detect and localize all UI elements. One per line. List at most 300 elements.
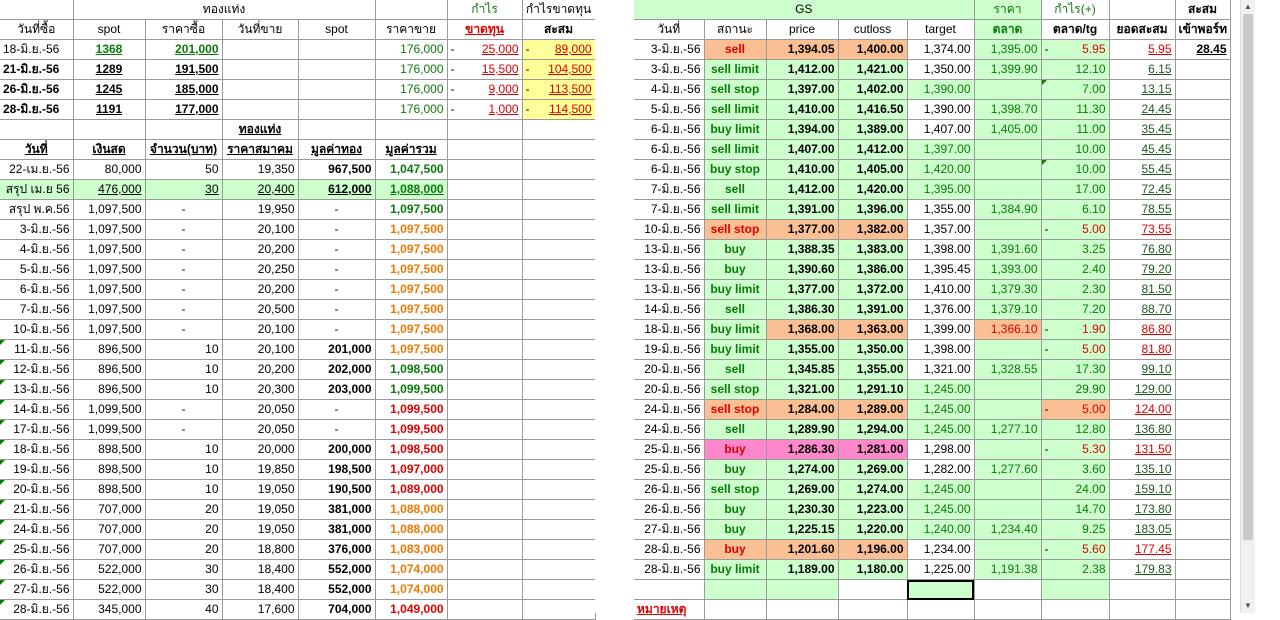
ledger-total[interactable]: 1,049,000 — [375, 600, 447, 620]
header-cutloss[interactable]: cutloss — [838, 20, 907, 40]
gs-accum[interactable]: 177.45 — [1109, 540, 1175, 560]
empty-cell[interactable] — [1175, 60, 1230, 80]
header-gold-value[interactable]: มูลค่าทอง — [298, 140, 375, 160]
ledger-gold-value[interactable]: - — [298, 220, 375, 240]
empty-cell[interactable] — [522, 500, 595, 520]
gs-market-tg[interactable]: 14.70 — [1041, 500, 1109, 520]
gs-market-tg[interactable]: - 5.00 — [1041, 340, 1109, 360]
gs-price[interactable]: 1,368.00 — [766, 320, 838, 340]
empty-cell[interactable] — [522, 540, 595, 560]
header-buy-date[interactable]: วันที่ซื้อ — [0, 20, 73, 40]
ledger-date[interactable]: 12-มิ.ย.-56 — [0, 360, 73, 380]
empty-cell[interactable] — [522, 580, 595, 600]
ledger-assoc-price[interactable]: 20,200 — [222, 360, 298, 380]
ledger-date[interactable]: 3-มิ.ย.-56 — [0, 220, 73, 240]
ledger-qty[interactable]: - — [145, 300, 222, 320]
header-profit-loss[interactable]: กำไรขาดทุน — [522, 0, 595, 20]
gs-price[interactable]: 1,410.00 — [766, 160, 838, 180]
gs-market[interactable]: 1,234.40 — [974, 520, 1041, 540]
gs-date[interactable]: 10-มิ.ย.-56 — [634, 220, 704, 240]
gs-market-tg[interactable]: 10.00 — [1041, 160, 1109, 180]
ledger-assoc-price[interactable]: 20,050 — [222, 420, 298, 440]
ledger-gold-value[interactable]: 202,000 — [298, 360, 375, 380]
gs-market-tg[interactable]: 7.00 — [1041, 80, 1109, 100]
ledger-assoc-price[interactable]: 20,200 — [222, 240, 298, 260]
ledger-total[interactable]: 1,097,500 — [375, 220, 447, 240]
gs-accum[interactable]: 24.45 — [1109, 100, 1175, 120]
header-date[interactable]: วันที่ — [0, 140, 73, 160]
empty-cell[interactable] — [1175, 360, 1230, 380]
empty-cell[interactable] — [447, 400, 522, 420]
ledger-total[interactable]: 1,097,500 — [375, 280, 447, 300]
gs-accum[interactable]: 72.45 — [1109, 180, 1175, 200]
ledger-qty[interactable]: - — [145, 280, 222, 300]
ledger-qty[interactable]: 10 — [145, 340, 222, 360]
gs-market[interactable]: 1,191.38 — [974, 560, 1041, 580]
ledger-gold-value[interactable]: 612,000 — [298, 180, 375, 200]
empty-cell[interactable] — [522, 240, 595, 260]
trade-spot[interactable]: 1191 — [73, 100, 145, 120]
empty-cell[interactable] — [522, 160, 595, 180]
trade-loss[interactable]: - 1,000 — [447, 100, 522, 120]
gs-status[interactable]: sell — [704, 180, 766, 200]
scroll-up-icon[interactable]: ▲ — [1244, 2, 1252, 11]
header-date[interactable]: วันที่ — [634, 20, 704, 40]
ledger-gold-value[interactable]: 190,500 — [298, 480, 375, 500]
gs-date[interactable]: 3-มิ.ย.-56 — [634, 60, 704, 80]
ledger-qty[interactable]: 30 — [145, 180, 222, 200]
empty-cell[interactable] — [447, 300, 522, 320]
gs-price[interactable]: 1,269.00 — [766, 480, 838, 500]
ledger-total[interactable]: 1,074,000 — [375, 560, 447, 580]
gs-target[interactable]: 1,376.00 — [907, 300, 974, 320]
gs-market[interactable] — [974, 160, 1041, 180]
ledger-cash[interactable]: 896,500 — [73, 360, 145, 380]
gs-cutloss[interactable]: 1,281.00 — [838, 440, 907, 460]
empty-cell[interactable] — [447, 260, 522, 280]
gs-market[interactable]: 1,379.30 — [974, 280, 1041, 300]
empty-cell[interactable] — [447, 600, 522, 620]
gs-cutloss[interactable]: 1,355.00 — [838, 360, 907, 380]
gs-market[interactable]: 1,379.10 — [974, 300, 1041, 320]
empty-cell[interactable] — [522, 220, 595, 240]
gs-market-tg[interactable]: - 5.00 — [1041, 220, 1109, 240]
gs-market-tg[interactable]: - 5.95 — [1041, 40, 1109, 60]
ledger-cash[interactable]: 1,097,500 — [73, 300, 145, 320]
gs-status[interactable]: buy stop — [704, 160, 766, 180]
empty-cell[interactable] — [298, 80, 375, 100]
header-market[interactable]: ตลาด — [974, 20, 1041, 40]
gs-accum[interactable]: 13.15 — [1109, 80, 1175, 100]
empty-cell[interactable] — [73, 120, 145, 140]
gs-price[interactable]: 1,394.05 — [766, 40, 838, 60]
gs-market-tg[interactable]: 11.00 — [1041, 120, 1109, 140]
gs-date[interactable]: 26-มิ.ย.-56 — [634, 480, 704, 500]
ledger-qty[interactable]: 20 — [145, 540, 222, 560]
ledger-gold-value[interactable]: - — [298, 400, 375, 420]
gs-date[interactable]: 5-มิ.ย.-56 — [634, 100, 704, 120]
empty-cell[interactable] — [1175, 120, 1230, 140]
empty-cell[interactable] — [522, 120, 595, 140]
empty-cell[interactable] — [447, 220, 522, 240]
gs-market[interactable]: 1,398.70 — [974, 100, 1041, 120]
trade-sell-price[interactable]: 176,000 — [375, 100, 447, 120]
empty-cell[interactable] — [522, 440, 595, 460]
gs-status[interactable]: buy — [704, 520, 766, 540]
gs-price[interactable]: 1,355.00 — [766, 340, 838, 360]
ledger-date[interactable]: 14-มิ.ย.-56 — [0, 400, 73, 420]
empty-cell[interactable] — [704, 600, 766, 620]
ledger-date[interactable]: 24-มิ.ย.-56 — [0, 520, 73, 540]
trade-price[interactable]: 191,500 — [145, 60, 222, 80]
gs-market[interactable] — [974, 480, 1041, 500]
empty-cell[interactable] — [447, 520, 522, 540]
ledger-assoc-price[interactable]: 20,300 — [222, 380, 298, 400]
ledger-qty[interactable]: - — [145, 240, 222, 260]
empty-cell[interactable] — [522, 600, 595, 620]
gs-date[interactable]: 3-มิ.ย.-56 — [634, 40, 704, 60]
ledger-assoc-price[interactable]: 20,250 — [222, 260, 298, 280]
ledger-date[interactable]: 26-มิ.ย.-56 — [0, 560, 73, 580]
empty-cell[interactable] — [1175, 320, 1230, 340]
empty-cell[interactable] — [0, 0, 73, 20]
empty-cell[interactable] — [974, 580, 1041, 600]
ledger-total[interactable]: 1,047,500 — [375, 160, 447, 180]
gs-target[interactable]: 1,245.00 — [907, 480, 974, 500]
empty-cell[interactable] — [298, 120, 375, 140]
gs-cutloss[interactable]: 1,372.00 — [838, 280, 907, 300]
ledger-date[interactable]: 13-มิ.ย.-56 — [0, 380, 73, 400]
scrollbar-thumb[interactable] — [1243, 14, 1253, 540]
empty-cell[interactable] — [1175, 280, 1230, 300]
empty-cell[interactable] — [447, 340, 522, 360]
empty-cell[interactable] — [522, 300, 595, 320]
gs-price[interactable]: 1,284.00 — [766, 400, 838, 420]
trade-spot[interactable]: 1245 — [73, 80, 145, 100]
ledger-total[interactable]: 1,097,500 — [375, 200, 447, 220]
trade-price[interactable]: 177,000 — [145, 100, 222, 120]
gs-date[interactable]: 20-มิ.ย.-56 — [634, 360, 704, 380]
header-qty[interactable]: จำนวน(บาท) — [145, 140, 222, 160]
empty-cell[interactable] — [1175, 180, 1230, 200]
gs-market-tg[interactable]: 2.40 — [1041, 260, 1109, 280]
empty-cell[interactable] — [522, 260, 595, 280]
empty-cell[interactable] — [1175, 420, 1230, 440]
header-buy-price[interactable]: ราคาซื้อ — [145, 20, 222, 40]
gs-status[interactable]: buy limit — [704, 340, 766, 360]
gs-price[interactable]: 1,377.00 — [766, 280, 838, 300]
gs-price[interactable]: 1,321.00 — [766, 380, 838, 400]
ledger-cash[interactable]: 1,099,500 — [73, 420, 145, 440]
ledger-gold-value[interactable]: 203,000 — [298, 380, 375, 400]
ledger-total[interactable]: 1,097,500 — [375, 240, 447, 260]
gs-date[interactable]: 6-มิ.ย.-56 — [634, 140, 704, 160]
note-label[interactable]: หมายเหตุ — [634, 600, 704, 620]
empty-cell[interactable] — [522, 200, 595, 220]
ledger-total[interactable]: 1,083,000 — [375, 540, 447, 560]
empty-cell[interactable] — [447, 140, 522, 160]
empty-cell[interactable] — [447, 420, 522, 440]
gs-cutloss[interactable]: 1,363.00 — [838, 320, 907, 340]
empty-cell[interactable] — [522, 340, 595, 360]
gs-price[interactable]: 1,412.00 — [766, 60, 838, 80]
gs-status[interactable]: buy — [704, 460, 766, 480]
empty-cell[interactable] — [522, 180, 595, 200]
gs-market-tg[interactable]: - 5.00 — [1041, 400, 1109, 420]
ledger-total[interactable]: 1,088,000 — [375, 180, 447, 200]
gs-target[interactable]: 1,390.00 — [907, 100, 974, 120]
gs-status[interactable]: buy — [704, 440, 766, 460]
gs-date[interactable]: 26-มิ.ย.-56 — [634, 500, 704, 520]
ledger-qty[interactable]: 20 — [145, 520, 222, 540]
ledger-qty[interactable]: 40 — [145, 600, 222, 620]
empty-cell[interactable] — [1175, 520, 1230, 540]
gs-status[interactable]: sell stop — [704, 220, 766, 240]
gs-status[interactable]: sell limit — [704, 200, 766, 220]
gs-price[interactable]: 1,390.60 — [766, 260, 838, 280]
header-market-tg[interactable]: ตลาด/tg — [1041, 20, 1109, 40]
empty-cell[interactable] — [1175, 160, 1230, 180]
ledger-assoc-price[interactable]: 20,100 — [222, 320, 298, 340]
gs-price[interactable]: 1,289.90 — [766, 420, 838, 440]
empty-cell[interactable] — [522, 400, 595, 420]
empty-cell[interactable] — [298, 40, 375, 60]
gs-date[interactable]: 20-มิ.ย.-56 — [634, 380, 704, 400]
gs-status[interactable]: buy limit — [704, 120, 766, 140]
gs-cutloss[interactable]: 1,220.00 — [838, 520, 907, 540]
header-target[interactable]: target — [907, 20, 974, 40]
header-price-group[interactable]: ราคา — [974, 0, 1041, 20]
gs-accum[interactable]: 136.80 — [1109, 420, 1175, 440]
ledger-gold-value[interactable]: 381,000 — [298, 520, 375, 540]
vertical-scrollbar[interactable] — [1240, 0, 1255, 613]
gs-cutloss[interactable]: 1,402.00 — [838, 80, 907, 100]
ledger-total[interactable]: 1,097,500 — [375, 300, 447, 320]
trade-accum[interactable]: - 114,500 — [522, 100, 595, 120]
gs-date[interactable]: 24-มิ.ย.-56 — [634, 420, 704, 440]
gs-cutloss[interactable]: 1,412.00 — [838, 140, 907, 160]
gs-price[interactable]: 1,386.30 — [766, 300, 838, 320]
ledger-cash[interactable]: 1,097,500 — [73, 260, 145, 280]
gs-accum[interactable]: 73.55 — [1109, 220, 1175, 240]
gs-target[interactable]: 1,245.00 — [907, 400, 974, 420]
gs-market[interactable]: 1,395.00 — [974, 40, 1041, 60]
gs-cutloss[interactable]: 1,196.00 — [838, 540, 907, 560]
ledger-assoc-price[interactable]: 19,050 — [222, 500, 298, 520]
ledger-total[interactable]: 1,089,000 — [375, 480, 447, 500]
gs-market-tg[interactable]: 17.00 — [1041, 180, 1109, 200]
ledger-assoc-price[interactable]: 19,050 — [222, 520, 298, 540]
ledger-total[interactable]: 1,097,000 — [375, 460, 447, 480]
ledger-date[interactable]: 25-มิ.ย.-56 — [0, 540, 73, 560]
ledger-gold-value[interactable]: 552,000 — [298, 580, 375, 600]
empty-cell[interactable] — [634, 580, 704, 600]
empty-cell[interactable] — [974, 600, 1041, 620]
ledger-qty[interactable]: 10 — [145, 480, 222, 500]
empty-cell[interactable] — [447, 200, 522, 220]
gs-target[interactable]: 1,225.00 — [907, 560, 974, 580]
gs-status[interactable]: sell limit — [704, 100, 766, 120]
header-profit-plus[interactable]: กำไร(+) — [1041, 0, 1109, 20]
gs-market[interactable]: 1,393.00 — [974, 260, 1041, 280]
header-accum-group[interactable]: สะสม — [1175, 0, 1230, 20]
gs-target[interactable]: 1,420.00 — [907, 160, 974, 180]
gs-status[interactable]: buy — [704, 240, 766, 260]
empty-cell[interactable] — [447, 240, 522, 260]
ledger-assoc-price[interactable]: 19,350 — [222, 160, 298, 180]
ledger-qty[interactable]: 50 — [145, 160, 222, 180]
empty-cell[interactable] — [1175, 100, 1230, 120]
gs-cutloss[interactable]: 1,382.00 — [838, 220, 907, 240]
gs-market-tg[interactable]: 6.10 — [1041, 200, 1109, 220]
empty-cell[interactable] — [447, 560, 522, 580]
empty-cell[interactable] — [447, 380, 522, 400]
gs-date[interactable]: 7-มิ.ย.-56 — [634, 200, 704, 220]
gs-price[interactable]: 1,410.00 — [766, 100, 838, 120]
gs-market[interactable]: 1,384.90 — [974, 200, 1041, 220]
ledger-gold-value[interactable]: - — [298, 300, 375, 320]
gs-market[interactable] — [974, 140, 1041, 160]
gs-target[interactable]: 1,298.00 — [907, 440, 974, 460]
gs-target[interactable]: 1,398.00 — [907, 340, 974, 360]
empty-cell[interactable] — [522, 420, 595, 440]
header-sell-price[interactable]: ราคาขาย — [375, 20, 447, 40]
gs-date[interactable]: 13-มิ.ย.-56 — [634, 260, 704, 280]
empty-cell[interactable] — [522, 460, 595, 480]
empty-cell[interactable] — [838, 580, 907, 600]
gs-market[interactable]: 1,366.10 — [974, 320, 1041, 340]
trade-sell-price[interactable]: 176,000 — [375, 40, 447, 60]
gs-market-tg[interactable]: 3.25 — [1041, 240, 1109, 260]
gs-cutloss[interactable]: 1,420.00 — [838, 180, 907, 200]
gs-market[interactable] — [974, 440, 1041, 460]
gs-date[interactable]: 19-มิ.ย.-56 — [634, 340, 704, 360]
empty-cell[interactable] — [0, 120, 73, 140]
empty-cell[interactable] — [1175, 220, 1230, 240]
ledger-cash[interactable]: 1,097,500 — [73, 320, 145, 340]
gs-price[interactable]: 1,394.00 — [766, 120, 838, 140]
gs-market-tg[interactable]: 10.00 — [1041, 140, 1109, 160]
ledger-cash[interactable]: 707,000 — [73, 520, 145, 540]
header-price[interactable]: price — [766, 20, 838, 40]
empty-cell[interactable] — [522, 280, 595, 300]
gs-status[interactable]: sell stop — [704, 80, 766, 100]
gs-accum[interactable]: 86.80 — [1109, 320, 1175, 340]
ledger-gold-value[interactable]: 704,000 — [298, 600, 375, 620]
empty-cell[interactable] — [522, 520, 595, 540]
gs-market[interactable]: 1,399.90 — [974, 60, 1041, 80]
empty-cell[interactable] — [447, 280, 522, 300]
header-status[interactable]: สถานะ — [704, 20, 766, 40]
ledger-qty[interactable]: - — [145, 320, 222, 340]
ledger-qty[interactable]: 10 — [145, 440, 222, 460]
ledger-cash[interactable]: 80,000 — [73, 160, 145, 180]
ledger-qty[interactable]: - — [145, 420, 222, 440]
empty-cell[interactable] — [447, 360, 522, 380]
gs-accum[interactable]: 124.00 — [1109, 400, 1175, 420]
ledger-gold-value[interactable]: - — [298, 200, 375, 220]
gs-target[interactable]: 1,321.00 — [907, 360, 974, 380]
empty-cell[interactable] — [447, 320, 522, 340]
gs-cutloss[interactable]: 1,269.00 — [838, 460, 907, 480]
gs-cutloss[interactable]: 1,291.10 — [838, 380, 907, 400]
trade-price[interactable]: 201,000 — [145, 40, 222, 60]
gs-market[interactable] — [974, 500, 1041, 520]
empty-cell[interactable] — [1175, 80, 1230, 100]
ledger-date[interactable]: 11-มิ.ย.-56 — [0, 340, 73, 360]
gs-target[interactable]: 1,399.00 — [907, 320, 974, 340]
header-total[interactable]: มูลค่ารวม — [375, 140, 447, 160]
empty-cell[interactable] — [1175, 600, 1230, 620]
ledger-cash[interactable]: 1,097,500 — [73, 200, 145, 220]
gs-market-tg[interactable]: - 5.30 — [1041, 440, 1109, 460]
selected-cell[interactable] — [907, 580, 974, 600]
ledger-gold-value[interactable]: - — [298, 320, 375, 340]
gs-price[interactable]: 1,286.30 — [766, 440, 838, 460]
ledger-cash[interactable]: 522,000 — [73, 580, 145, 600]
ledger-date[interactable]: 22-เม.ย.-56 — [0, 160, 73, 180]
empty-cell[interactable] — [522, 480, 595, 500]
gs-date[interactable]: 28-มิ.ย.-56 — [634, 540, 704, 560]
ledger-total[interactable]: 1,088,000 — [375, 520, 447, 540]
gs-market-tg[interactable]: 9.25 — [1041, 520, 1109, 540]
ledger-date[interactable]: 18-มิ.ย.-56 — [0, 440, 73, 460]
gs-cutloss[interactable]: 1,391.00 — [838, 300, 907, 320]
ledger-assoc-price[interactable]: 19,950 — [222, 200, 298, 220]
gs-accum[interactable]: 76.80 — [1109, 240, 1175, 260]
trade-price[interactable]: 185,000 — [145, 80, 222, 100]
gs-cutloss[interactable]: 1,389.00 — [838, 120, 907, 140]
empty-cell[interactable] — [1175, 380, 1230, 400]
empty-cell[interactable] — [1175, 580, 1230, 600]
ledger-total[interactable]: 1,098,500 — [375, 360, 447, 380]
ledger-total[interactable]: 1,097,500 — [375, 320, 447, 340]
empty-cell[interactable] — [447, 580, 522, 600]
empty-cell[interactable] — [766, 580, 838, 600]
ledger-date[interactable]: 17-มิ.ย.-56 — [0, 420, 73, 440]
gs-cutloss[interactable]: 1,223.00 — [838, 500, 907, 520]
gs-accum[interactable]: 135.10 — [1109, 460, 1175, 480]
header-cash[interactable]: เงินสด — [73, 140, 145, 160]
trade-loss[interactable]: - 25,000 — [447, 40, 522, 60]
gs-market-tg[interactable]: 3.60 — [1041, 460, 1109, 480]
gs-accum[interactable]: 79.20 — [1109, 260, 1175, 280]
empty-cell[interactable] — [1175, 400, 1230, 420]
gs-status[interactable]: buy limit — [704, 560, 766, 580]
gs-date[interactable]: 6-มิ.ย.-56 — [634, 160, 704, 180]
empty-cell[interactable] — [447, 160, 522, 180]
ledger-date[interactable]: 20-มิ.ย.-56 — [0, 480, 73, 500]
ledger-gold-value[interactable]: 198,500 — [298, 460, 375, 480]
ledger-cash[interactable]: 476,000 — [73, 180, 145, 200]
ledger-cash[interactable]: 345,000 — [73, 600, 145, 620]
ledger-cash[interactable]: 896,500 — [73, 380, 145, 400]
ledger-assoc-price[interactable]: 20,100 — [222, 220, 298, 240]
ledger-total[interactable]: 1,099,500 — [375, 400, 447, 420]
scroll-down-icon[interactable]: ▼ — [1244, 601, 1252, 610]
ledger-gold-value[interactable]: - — [298, 260, 375, 280]
gs-price[interactable]: 1,274.00 — [766, 460, 838, 480]
gs-market-tg[interactable]: - 1.90 — [1041, 320, 1109, 340]
gs-target[interactable]: 1,395.45 — [907, 260, 974, 280]
gs-cutloss[interactable]: 1,383.00 — [838, 240, 907, 260]
ledger-date[interactable]: 6-มิ.ย.-56 — [0, 280, 73, 300]
gs-target[interactable]: 1,374.00 — [907, 40, 974, 60]
gs-date[interactable]: 18-มิ.ย.-56 — [634, 320, 704, 340]
gs-market-tg[interactable]: 12.10 — [1041, 60, 1109, 80]
empty-cell[interactable] — [1175, 300, 1230, 320]
empty-cell[interactable] — [1175, 500, 1230, 520]
